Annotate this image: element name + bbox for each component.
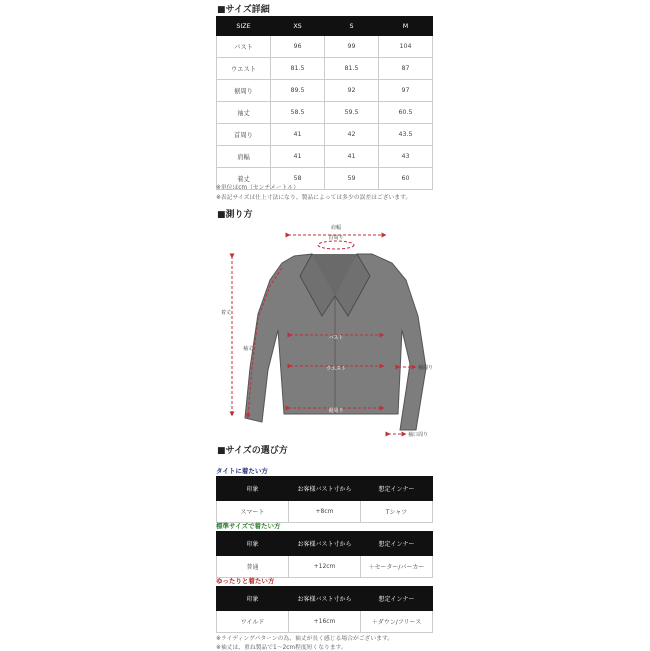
row-label: 着丈 (217, 168, 271, 190)
measure-heading: ■測り方 (217, 210, 253, 220)
row-label: ウエスト (217, 58, 271, 80)
table-cell: 59.5 (325, 102, 379, 124)
table-cell: 58.5 (271, 102, 325, 124)
table-cell: 96 (271, 36, 325, 58)
table-cell: 59 (325, 168, 379, 190)
column-header: XS (271, 17, 325, 36)
column-header: 想定インナー (361, 477, 433, 501)
shoulder-label: 肩幅 (330, 225, 342, 231)
table-cell: 43.5 (379, 124, 433, 146)
choose-heading: ■サイズの選び方 (217, 446, 288, 456)
table-cell: 104 (379, 36, 433, 58)
table-cell: 87 (379, 58, 433, 80)
table-row (217, 501, 433, 523)
size-table-header (217, 17, 433, 36)
standard-fit-title: 標準サイズで着たい方 (216, 522, 281, 530)
column-header: S (325, 17, 379, 36)
table-cell: +16cm (289, 611, 361, 633)
sleeve-label: 袖丈 (242, 346, 254, 352)
size-detail-heading: ■サイズ詳細 (217, 5, 270, 15)
tolerance-note: ※表記サイズは仕上寸法になり、製品によっては多少の誤差はございます。 (216, 195, 412, 201)
standard-fit-table (216, 531, 433, 578)
table-cell: スマート (217, 501, 289, 523)
column-header: 想定インナー (361, 587, 433, 611)
table-row (217, 146, 433, 168)
table-row (217, 80, 433, 102)
table-cell: 97 (379, 80, 433, 102)
table-cell: Tシャツ (361, 501, 433, 523)
table-row (217, 556, 433, 578)
table-row (217, 124, 433, 146)
neck-label: 首周り (328, 235, 344, 241)
column-header: 想定インナー (361, 532, 433, 556)
bust-label: バスト (328, 335, 344, 341)
table-cell: ＋セーター/パーカー (361, 556, 433, 578)
loose-fit-title: ゆったりと着たい方 (216, 577, 275, 585)
column-header: 印象 (217, 477, 289, 501)
column-header: M (379, 17, 433, 36)
waist-label: ウエスト (325, 366, 347, 372)
table-cell: 81.5 (325, 58, 379, 80)
table-cell: 60 (379, 168, 433, 190)
column-header: SIZE (217, 17, 271, 36)
table-cell: 58 (271, 168, 325, 190)
table-cell: 43 (379, 146, 433, 168)
size-table (216, 16, 433, 190)
table-cell: 81.5 (271, 58, 325, 80)
row-label: 肩幅 (217, 146, 271, 168)
sleeve-long-note: ※ライディングパターンの為、袖丈が長く感じる場合がございます。 (216, 636, 394, 642)
table-cell: +12cm (289, 556, 361, 578)
table-cell: 41 (271, 124, 325, 146)
table-row (217, 102, 433, 124)
table-cell: 89.5 (271, 80, 325, 102)
length-label: 着丈 (220, 310, 232, 316)
row-label: 首周り (217, 124, 271, 146)
neck-line (318, 241, 354, 249)
table-cell: 普通 (217, 556, 289, 578)
row-label: 裾周り (217, 80, 271, 102)
table-cell: 41 (325, 146, 379, 168)
loose-fit-table (216, 586, 433, 633)
hem-label: 裾周り (328, 408, 344, 414)
table-row (217, 36, 433, 58)
sleeve-layer-note: ※袖丈は、重ね製品で1〜2cm程度短くなります。 (216, 645, 347, 651)
table-cell: 99 (325, 36, 379, 58)
table-cell: ワイルド (217, 611, 289, 633)
tight-fit-title: タイトに着たい方 (216, 467, 268, 475)
table-cell: 42 (325, 124, 379, 146)
column-header: 印象 (217, 532, 289, 556)
cuff-label: 袖口周り (408, 432, 429, 438)
tight-fit-table (216, 476, 433, 523)
table-row (217, 58, 433, 80)
arm-label: 袖周り (418, 365, 434, 371)
column-header: お客様バスト寸から (289, 532, 361, 556)
table-cell: 92 (325, 80, 379, 102)
table-cell: 60.5 (379, 102, 433, 124)
fit-table-header (217, 477, 433, 501)
unit-note: ※単位はcm（センチメートル） (216, 185, 300, 191)
column-header: 印象 (217, 587, 289, 611)
table-row (217, 611, 433, 633)
table-cell: +8cm (289, 501, 361, 523)
row-label: 袖丈 (217, 102, 271, 124)
jacket-measure-diagram (212, 218, 437, 444)
jacket-illustration (242, 254, 426, 430)
column-header: お客様バスト寸から (289, 477, 361, 501)
column-header: お客様バスト寸から (289, 587, 361, 611)
row-label: バスト (217, 36, 271, 58)
fit-table-header (217, 587, 433, 611)
fit-table-header (217, 532, 433, 556)
table-cell: ＋ダウン/フリース (361, 611, 433, 633)
table-cell: 41 (271, 146, 325, 168)
